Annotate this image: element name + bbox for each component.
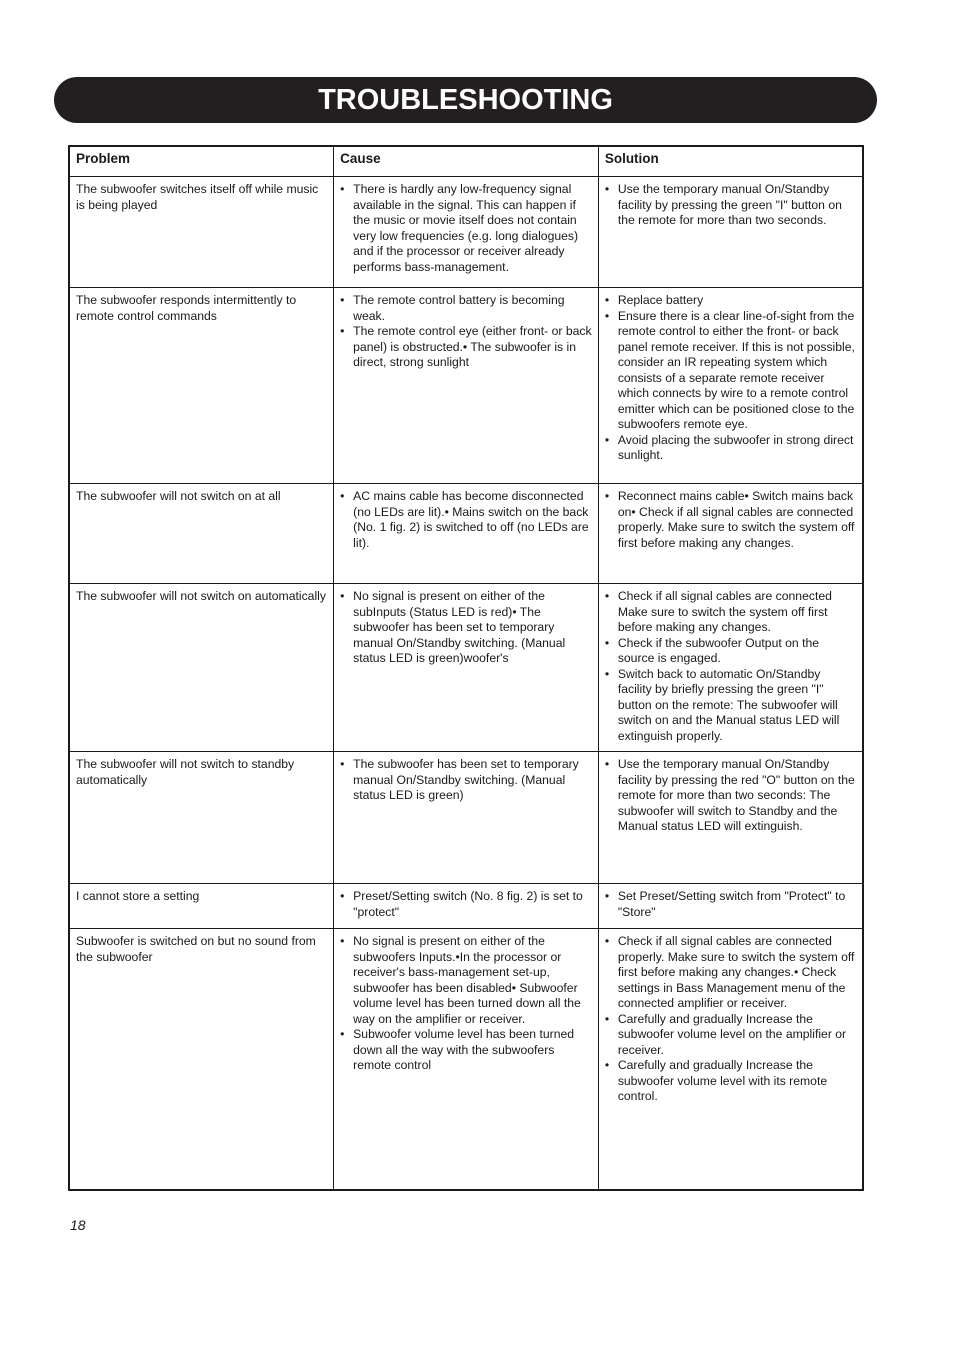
solution-cell bbox=[598, 288, 863, 484]
solution-cell bbox=[598, 884, 863, 929]
cause-cell bbox=[334, 884, 599, 929]
troubleshooting-table bbox=[68, 145, 864, 1191]
solution-item: • Switch back to automatic On/Standby facility by briefly pressing the green "I" button on the remote: The subwoofer will switch on and the Manual status LED will extinguish properly. bbox=[605, 667, 857, 745]
table-row bbox=[69, 884, 863, 929]
solution-item: • Carefully and gradually Increase the subwoofer volume level on the amplifier or receiver. bbox=[605, 1012, 857, 1059]
header-solution: Solution bbox=[598, 146, 863, 177]
cause-item: • Preset/Setting switch (No. 8 fig. 2) is set to "protect" bbox=[340, 889, 593, 920]
table-row bbox=[69, 929, 863, 1190]
table-row bbox=[69, 752, 863, 884]
problem-cell: Subwoofer is switched on but no sound from the subwoofer bbox=[69, 929, 334, 1190]
cause-item: • No signal is present on either of the subInputs (Status LED is red)• The subwoofer has been set to temporary manual On/Standby switching. (Manual status LED is green)woofer's bbox=[340, 589, 593, 667]
table-row bbox=[69, 177, 863, 288]
table-row bbox=[69, 484, 863, 584]
solution-cell bbox=[598, 484, 863, 584]
solution-item: • Use the temporary manual On/Standby facility by pressing the red "O" button on the remote for more than two seconds: The subwoofer will switch to Standby and the Manual status LED will extinguish. bbox=[605, 757, 857, 835]
cause-item: • Subwoofer volume level has been turned down all the way with the subwoofers remote control bbox=[340, 1027, 593, 1074]
cause-cell bbox=[334, 484, 599, 584]
solution-cell bbox=[598, 752, 863, 884]
title-banner bbox=[54, 77, 877, 123]
solution-item: • Check if all signal cables are connected Make sure to switch the system off first before making any changes. bbox=[605, 589, 857, 636]
cause-cell bbox=[334, 752, 599, 884]
solution-item: • Carefully and gradually Increase the subwoofer volume level with its remote control. bbox=[605, 1058, 857, 1105]
cause-item: • The remote control battery is becoming weak. bbox=[340, 293, 593, 324]
header-problem: Problem bbox=[69, 146, 334, 177]
cause-cell bbox=[334, 584, 599, 752]
solution-item: • Check if all signal cables are connected properly. Make sure to switch the system off first before making any changes.• Check settings in Bass Management menu of the connected amplifier or receiver. bbox=[605, 934, 857, 1012]
cause-cell bbox=[334, 929, 599, 1190]
cause-item: • The subwoofer has been set to temporary manual On/Standby switching. (Manual status LED is green) bbox=[340, 757, 593, 804]
solution-item: • Replace battery bbox=[605, 293, 857, 309]
header-cause: Cause bbox=[334, 146, 599, 177]
page-number: 18 bbox=[70, 1217, 86, 1233]
cause-cell bbox=[334, 288, 599, 484]
solution-item: • Reconnect mains cable• Switch mains back on• Check if all signal cables are connected properly. Make sure to switch the system off first before making any changes. bbox=[605, 489, 857, 551]
table-header-row bbox=[69, 146, 863, 177]
problem-cell: The subwoofer switches itself off while music is being played bbox=[69, 177, 334, 288]
solution-item: • Use the temporary manual On/Standby facility by pressing the green "I" button on the remote for more than two seconds. bbox=[605, 182, 857, 229]
solution-cell bbox=[598, 177, 863, 288]
table-row bbox=[69, 584, 863, 752]
problem-cell: The subwoofer will not switch on automatically bbox=[69, 584, 334, 752]
solution-item: • Check if the subwoofer Output on the source is engaged. bbox=[605, 636, 857, 667]
problem-cell: The subwoofer will not switch on at all bbox=[69, 484, 334, 584]
cause-item: • The remote control eye (either front- or back panel) is obstructed.• The subwoofer is in direct, strong sunlight bbox=[340, 324, 593, 371]
solution-cell bbox=[598, 929, 863, 1190]
problem-cell: The subwoofer will not switch to standby automatically bbox=[69, 752, 334, 884]
solution-item: • Avoid placing the subwoofer in strong direct sunlight. bbox=[605, 433, 857, 464]
cause-cell bbox=[334, 177, 599, 288]
solution-item: • Set Preset/Setting switch from "Protect" to "Store" bbox=[605, 889, 857, 920]
cause-item: • There is hardly any low-frequency signal available in the signal. This can happen if the music or movie itself does not contain very low frequencies (e.g. long dialogues) and if the processor or receiver already performs bass-management. bbox=[340, 182, 593, 275]
cause-item: • No signal is present on either of the subwoofers Inputs.•In the processor or receiver's bass-management set-up, subwoofer has been disabled• Subwoofer volume level has been turned down all the way on the amplifier or receiver. bbox=[340, 934, 593, 1027]
table-row bbox=[69, 288, 863, 484]
problem-cell: I cannot store a setting bbox=[69, 884, 334, 929]
cause-item: • AC mains cable has become disconnected (no LEDs are lit).• Mains switch on the back (No. 1 fig. 2) is switched to off (no LEDs are lit). bbox=[340, 489, 593, 551]
solution-item: • Ensure there is a clear line-of-sight from the remote control to either the front- or back panel remote receiver. If this is not possible, consider an IR repeating system which consists of a separate remote receiver which connects by wire to a remote control emitter which can be positioned close to the subwoofers remote eye. bbox=[605, 309, 857, 433]
problem-cell: The subwoofer responds intermittently to remote control commands bbox=[69, 288, 334, 484]
solution-cell bbox=[598, 584, 863, 752]
page-title: TROUBLESHOOTING bbox=[318, 83, 613, 116]
